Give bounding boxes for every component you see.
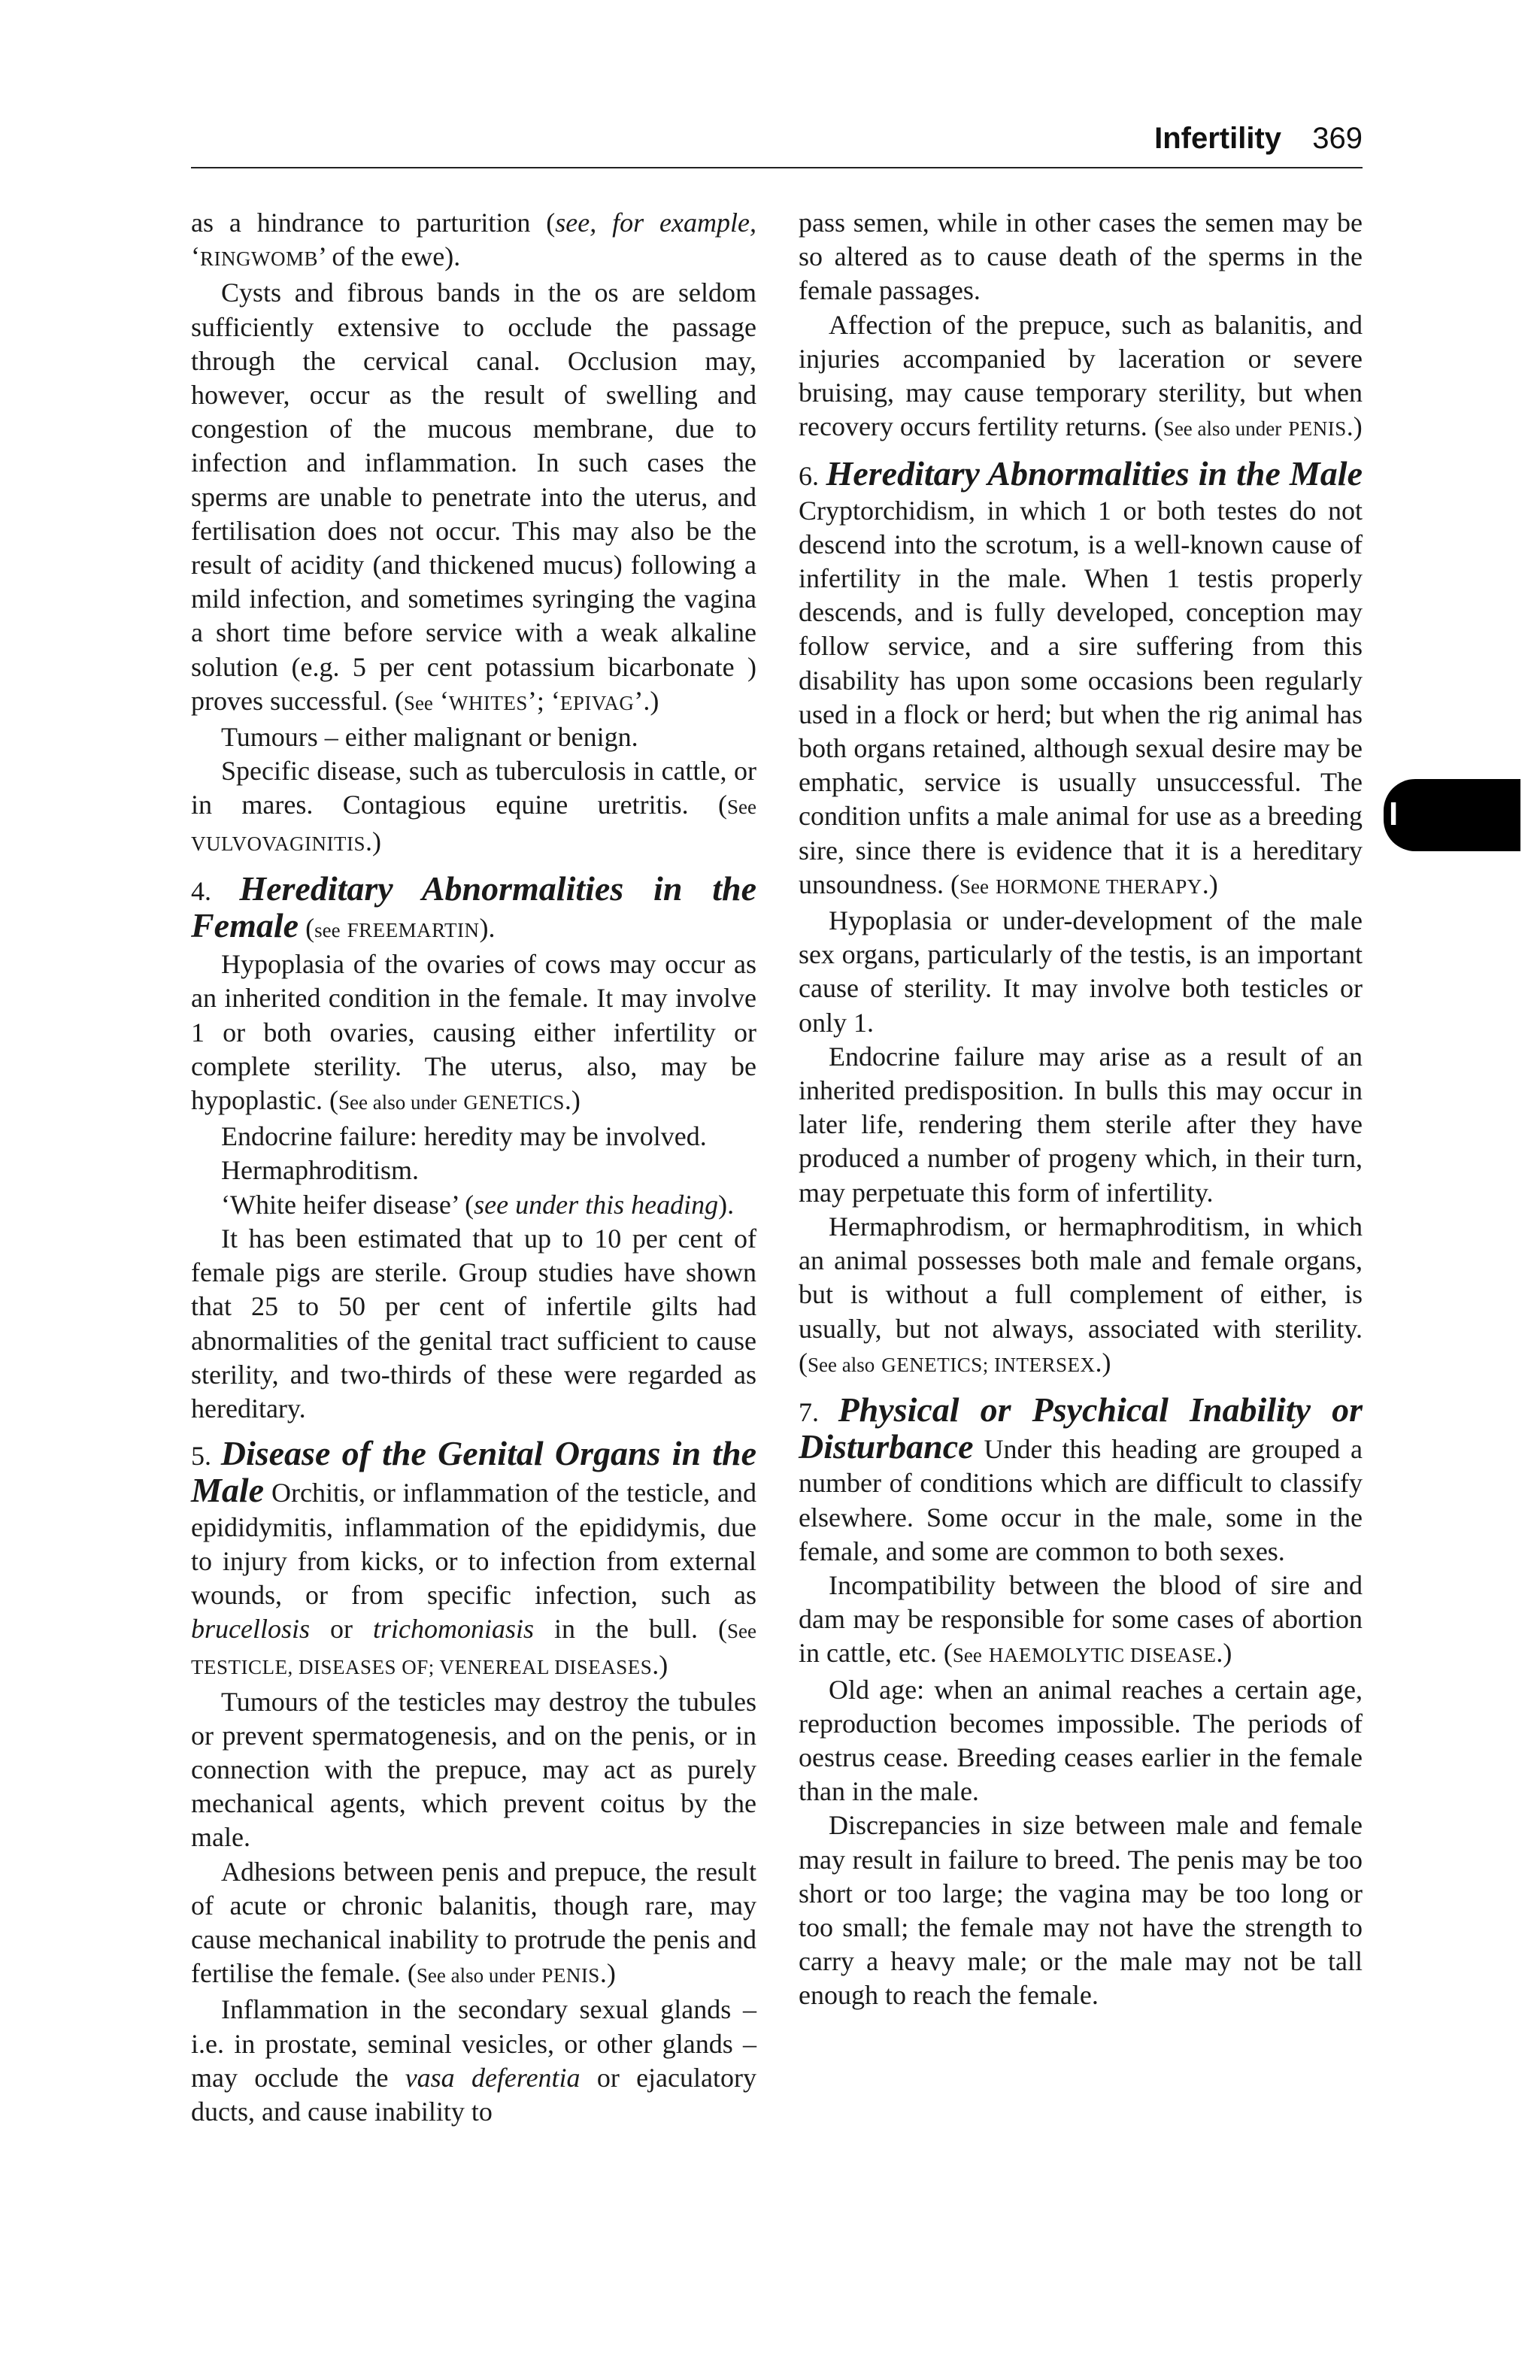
paragraph: as a hindrance to parturition (see, for example, ‘RINGWOMB’ of the ewe). (191, 208, 756, 272)
paragraph: Hermaphroditism. (221, 1155, 419, 1186)
paragraph: pass semen, while in other cases the semen may be so altered as to cause death of the sperms in the female passages. (799, 208, 1363, 306)
paragraph: It has been estimated that up to 10 per cent of female pigs are sterile. Group studies have shown that 25 to 50 per cent of infertile gilts had abnormalities of the genital tract sufficient to cause sterility, and two-thirds of these were regarded as hereditary. (191, 1223, 756, 1423)
paragraph: Specific disease, such as tuberculosis in cattle, or in mares. Contagious equine uretritis. (See VULVOVAGINITIS.) (191, 756, 756, 856)
paragraph: Endocrine failure: heredity may be involved. (221, 1121, 707, 1152)
paragraph: Adhesions between penis and prepuce, the result of acute or chronic balanitis, though rare, may cause mechanical inability to protrude the penis and fertilise the female. (See also under PENIS.) (191, 1856, 756, 1989)
paragraph: Cysts and fibrous bands in the os are seldom sufficiently extensive to occlude the passage through the cervical canal. Occlusion may, however, occur as the result of swelling and congestion of the mucous membrane, due to infection and inflammation. In such cases the sperms are unable to penetrate into the uterus, and fertilisation does not occur. This may also be the result of acidity (and thickened mucus) following a mild infection, and sometimes syringing the vagina a short time before service with a weak alkaline solution (e.g. 5 per cent potassium bicarbonate ) proves successful. (See ‘WHITES’; ‘EPIVAG’.) (191, 277, 756, 716)
paragraph: Discrepancies in size between male and female may result in failure to breed. The penis may be too short or too large; the vagina may be too long or too small; the female may not have the strength to carry a heavy male; or the male may not be tall enough to reach the female. (799, 1810, 1363, 2011)
section-heading-7: 7. Physical or Psychical Inability or Disturbance Under this heading are grouped a number of conditions which are difficult to classify elsewhere. Some occur in the male, some in the female, and some are common to both sexes. (799, 1390, 1363, 1566)
thumb-index-letter: I (1389, 796, 1399, 832)
thumb-index-tab (1384, 779, 1520, 851)
section-heading-4: 4. Hereditary Abnormalities in the Female (see FREEMARTIN). (191, 869, 757, 945)
running-header (191, 120, 1363, 168)
right-column (799, 206, 1363, 2013)
section-heading-5: 5. Disease of the Genital Organs in the Male Orchitis, or inflammation of the testicle, and epididymitis, inflammation of the epididymis, due to injury from kicks, or to infection from external wounds, or from specific infection, such as brucellosis or trichomoniasis in the bull. (See TESTICLE, DISEASES OF; VENEREAL DISEASES.) (191, 1434, 757, 1681)
page-number: 369 (1312, 122, 1363, 155)
running-title: Infertility (1154, 122, 1281, 155)
paragraph: Old age: when an animal reaches a certain age, reproduction becomes impossible. The periods of oestrus cease. Breeding ceases earlier in the female than in the male. (799, 1674, 1363, 1807)
paragraph: Endocrine failure may arise as a result of an inherited predisposition. In bulls this may occur in later life, rendering them sterile after they have produced a number of progeny which, in their turn, may perpetuate this form of infertility. (799, 1041, 1363, 1208)
paragraph: Affection of the prepuce, such as balanitis, and injuries accompanied by laceration or severe bruising, may cause temporary sterility, but when recovery occurs fertility returns. (See also under PENIS.) (799, 309, 1363, 442)
paragraph: Tumours – either malignant or benign. (221, 722, 638, 753)
paragraph: ‘White heifer disease’ (see under this heading). (221, 1189, 735, 1220)
paragraph: Hermaphrodism, or hermaphroditism, in which an animal possesses both male and female organs, but is without a full complement of either, is usually, but not always, associated with sterility. (See also GENETICS; INTERSEX.) (799, 1211, 1363, 1378)
paragraph: Tumours of the testicles may destroy the tubules or prevent spermatogenesis, and on the penis, or in connection with the prepuce, may act as purely mechanical agents, which prevent coitus by the male. (191, 1686, 756, 1853)
paragraph: Inflammation in the secondary sexual glands – i.e. in prostate, seminal vesicles, or other glands – may occlude the vasa deferentia or ejaculatory ducts, and cause inability to (191, 1994, 756, 2127)
paragraph: Hypoplasia of the ovaries of cows may occur as an inherited condition in the female. It may involve 1 or both ovaries, causing either infertility or complete sterility. The uterus, also, may be hypoplastic. (See also under GENETICS.) (191, 949, 756, 1116)
paragraph: Incompatibility between the blood of sire and dam may be responsible for some cases of abortion in cattle, etc. (See HAEMOLYTIC DISEASE.) (799, 1569, 1363, 1669)
left-column (191, 206, 756, 2129)
paragraph: Hypoplasia or under-development of the male sex organs, particularly of the testis, is an important cause of sterility. It may involve both testicles or only 1. (799, 905, 1363, 1038)
section-heading-6: 6. Hereditary Abnormalities in the Male Cryptorchidism, in which 1 or both testes do not descend into the scrotum, is a well-known cause of infertility in the male. When 1 testis properly descends, and is fully developed, conception may follow service, and a sire suffering from this disability has upon some occasions been regularly used in a flock or herd; but when the rig animal has both organs retained, although sexual desire may be emphatic, service is usually unsuccessful. The condition unfits a male animal for use as a breeding sire, since there is evidence that it is a hereditary unsoundness. (See HORMONE THERAPY.) (799, 454, 1363, 899)
